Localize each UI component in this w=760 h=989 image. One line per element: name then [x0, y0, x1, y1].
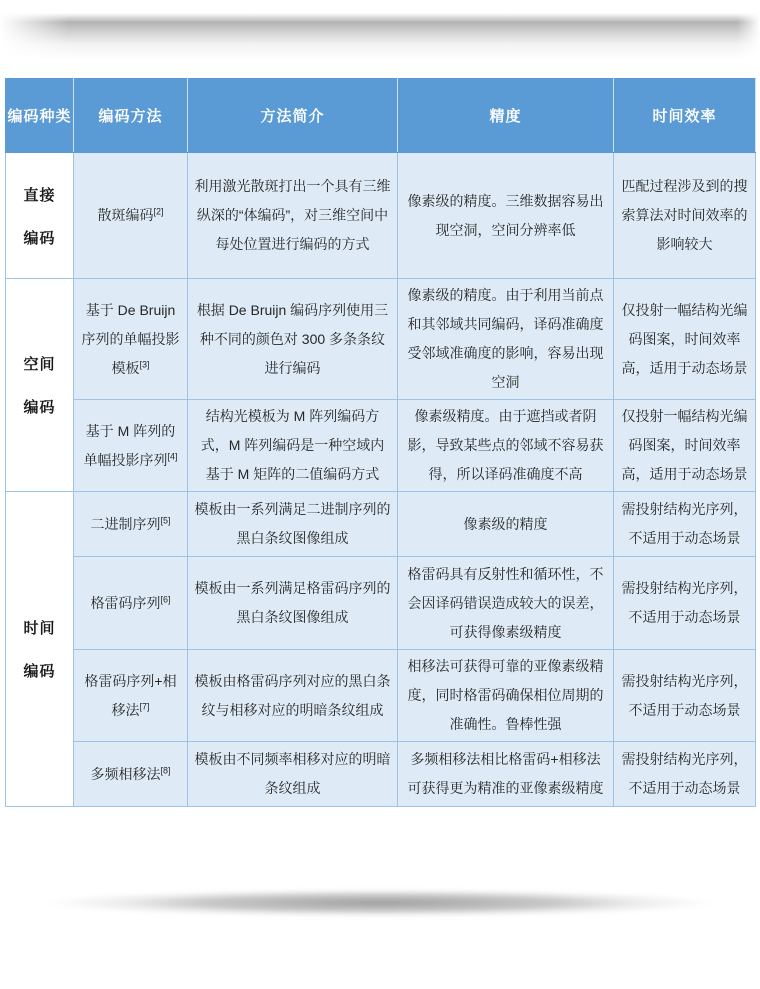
- method-label: 二进制序列: [90, 515, 161, 532]
- table-row: [6, 742, 756, 807]
- reference-superscript: [3]: [139, 358, 150, 369]
- table-row: [6, 650, 756, 742]
- method-cell: [74, 557, 188, 650]
- category-line: 空间: [23, 356, 56, 373]
- category-line: 编码: [23, 663, 56, 680]
- category-line: 编码: [23, 229, 56, 247]
- efficiency-cell: 需投射结构光序列，不适用于动态场景: [614, 492, 756, 557]
- reference-superscript: [2]: [153, 206, 164, 217]
- page-bottom-edge-shadow: [0, 884, 760, 926]
- coding-methods-table: [5, 78, 756, 807]
- reference-superscript: [5]: [160, 514, 171, 525]
- intro-cell: 模板由一系列满足格雷码序列的黑白条纹图像组成: [188, 557, 398, 650]
- accuracy-cell: 像素级精度。由于遮挡或者阴影，导致某些点的邻域不容易获得，所以译码准确度不高: [398, 400, 614, 492]
- efficiency-cell: 仅投射一幅结构光编码图案，时间效率高，适用于动态场景: [614, 400, 756, 492]
- efficiency-cell: 需投射结构光序列，不适用于动态场景: [614, 557, 756, 650]
- category-line: 时间: [23, 620, 56, 637]
- efficiency-cell: 仅投射一幅结构光编码图案，时间效率高，适用于动态场景: [614, 279, 756, 400]
- accuracy-cell: 多频相移法相比格雷码+相移法可获得更为精准的亚像素级精度: [398, 742, 614, 807]
- header-cell-category: 编码种类: [6, 79, 74, 153]
- method-label: 基于 De Bruijn 序列的单幅投影模板: [81, 301, 180, 376]
- method-cell: [74, 279, 188, 400]
- header-cell-efficiency: 时间效率: [614, 79, 756, 153]
- category-cell-temporal: [6, 492, 74, 807]
- category-line: 编码: [23, 399, 56, 416]
- reference-superscript: [8]: [160, 764, 171, 775]
- reference-superscript: [7]: [139, 700, 150, 711]
- category-cell-direct: [6, 153, 74, 279]
- table-row: [6, 400, 756, 492]
- method-cell: [74, 153, 188, 279]
- method-cell: [74, 650, 188, 742]
- header-cell-intro: 方法简介: [188, 79, 398, 153]
- table-row: [6, 279, 756, 400]
- intro-cell: 结构光模板为 M 阵列编码方式，M 阵列编码是一种空域内基于 M 矩阵的二值编码方式: [188, 400, 398, 492]
- reference-superscript: [6]: [160, 593, 171, 604]
- header-cell-accuracy: 精度: [398, 79, 614, 153]
- reference-superscript: [4]: [167, 450, 178, 461]
- accuracy-cell: 格雷码具有反射性和循环性，不会因译码错误造成较大的误差，可获得像素级精度: [398, 557, 614, 650]
- efficiency-cell: 需投射结构光序列，不适用于动态场景: [614, 742, 756, 807]
- efficiency-cell: 匹配过程涉及到的搜索算法对时间效率的影响较大: [614, 153, 756, 279]
- accuracy-cell: 像素级的精度。三维数据容易出现空洞，空间分辨率低: [398, 153, 614, 279]
- method-label: 格雷码序列: [90, 594, 161, 611]
- header-cell-method: 编码方法: [74, 79, 188, 153]
- accuracy-cell: 相移法可获得可靠的亚像素级精度，同时格雷码确保相位周期的准确性。鲁棒性强: [398, 650, 614, 742]
- table-row: [6, 153, 756, 279]
- accuracy-cell: 像素级的精度: [398, 492, 614, 557]
- method-label: 格雷码序列+相移法: [84, 672, 177, 718]
- intro-cell: 根据 De Bruijn 编码序列使用三种不同的颜色对 300 多条条纹进行编码: [188, 279, 398, 400]
- method-cell: [74, 400, 188, 492]
- method-cell: [74, 742, 188, 807]
- intro-cell: 模板由一系列满足二进制序列的黑白条纹图像组成: [188, 492, 398, 557]
- intro-cell: 模板由格雷码序列对应的黑白条纹与相移对应的明暗条纹组成: [188, 650, 398, 742]
- page-top-edge-shadow: [0, 13, 760, 59]
- table-header-row: [6, 79, 756, 153]
- method-cell: [74, 492, 188, 557]
- method-label: 散斑编码: [97, 207, 154, 223]
- category-cell-spatial: [6, 279, 74, 492]
- table-row: [6, 557, 756, 650]
- accuracy-cell: 像素级的精度。由于利用当前点和其邻域共同编码，译码准确度受邻域准确度的影响，容易出现空洞: [398, 279, 614, 400]
- category-line: 直接: [23, 186, 56, 204]
- efficiency-cell: 需投射结构光序列，不适用于动态场景: [614, 650, 756, 742]
- intro-cell: 模板由不同频率相移对应的明暗条纹组成: [188, 742, 398, 807]
- method-label: 基于 M 阵列的单幅投影序列: [83, 422, 176, 468]
- table-row: [6, 492, 756, 557]
- method-label: 多频相移法: [90, 765, 161, 782]
- intro-cell: 利用激光散斑打出一个具有三维纵深的“体编码”，对三维空间中每处位置进行编码的方式: [188, 153, 398, 279]
